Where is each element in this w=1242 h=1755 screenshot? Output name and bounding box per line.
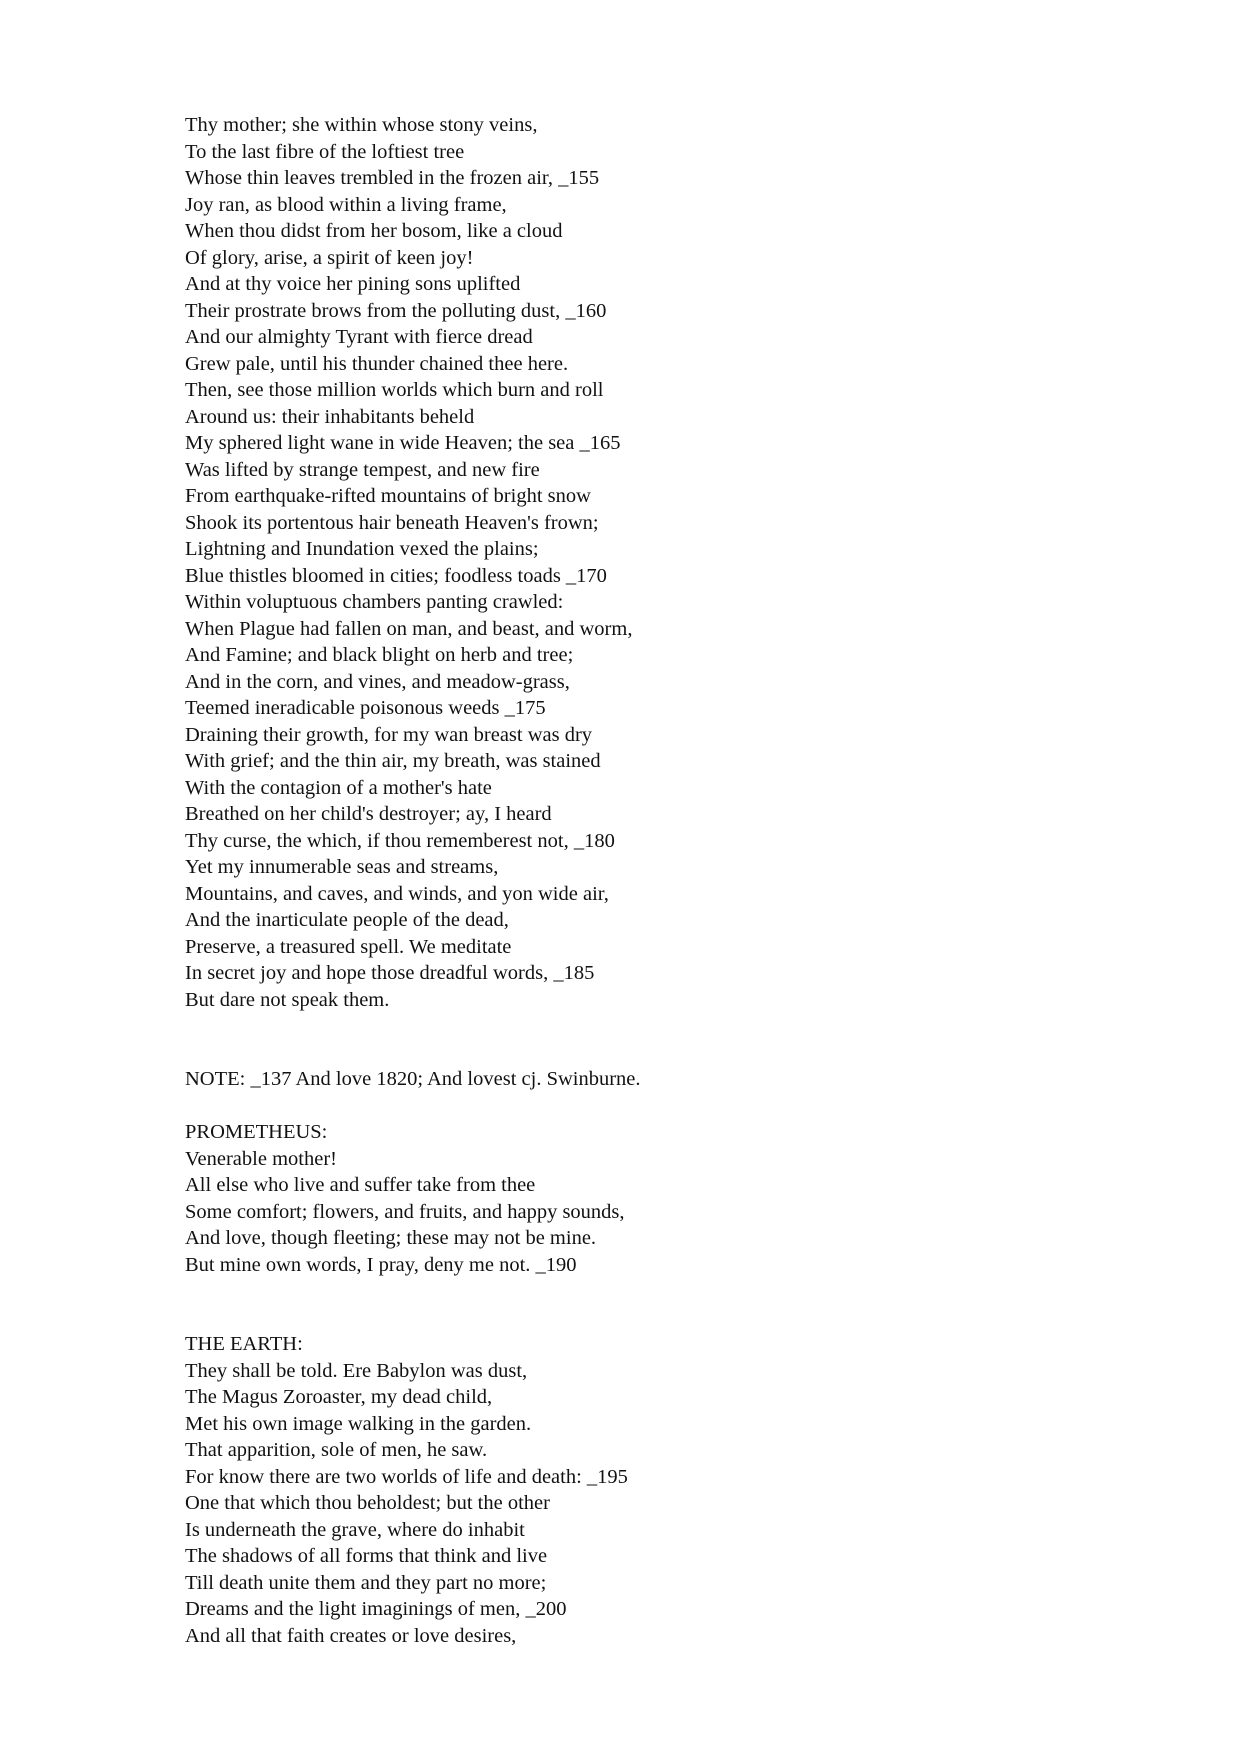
page-text bbox=[185, 112, 1185, 1649]
verse-line: Was lifted by strange tempest, and new fire bbox=[185, 458, 540, 481]
verse-line: And Famine; and black blight on herb and tree; bbox=[185, 644, 574, 666]
spacer bbox=[185, 1278, 1185, 1331]
verse-line: Mountains, and caves, and winds, and yon wide air, bbox=[185, 882, 609, 905]
verse-line: Yet my innumerable seas and streams, bbox=[185, 856, 499, 878]
verse-line: Within voluptuous chambers panting crawled: bbox=[185, 591, 564, 613]
verse-line: Preserve, a treasured spell. We meditate bbox=[185, 935, 512, 958]
speaker-heading: PROMETHEUS: bbox=[185, 1121, 328, 1143]
verse-line: Teemed ineradicable poisonous weeds _175 bbox=[185, 697, 546, 719]
verse-line: And at thy voice her pining sons uplifted bbox=[185, 273, 521, 295]
verse-line: From earthquake-rifted mountains of bright snow bbox=[185, 485, 591, 507]
verse-line: When Plague had fallen on man, and beast, and worm, bbox=[185, 617, 633, 640]
verse-line: Draining their growth, for my wan breast was dry bbox=[185, 723, 593, 746]
verse-line: Thy curse, the which, if thou rememberest not, _180 bbox=[185, 829, 615, 852]
spacer bbox=[185, 1093, 1185, 1120]
verse-line: They shall be told. Ere Babylon was dust, bbox=[185, 1359, 528, 1382]
verse-line: Their prostrate brows from the polluting dust, _160 bbox=[185, 299, 607, 322]
earth-speech bbox=[185, 1331, 1185, 1649]
verse-line: Joy ran, as blood within a living frame, bbox=[185, 193, 507, 216]
verse-line: With grief; and the thin air, my breath, was stained bbox=[185, 750, 601, 772]
verse-line: To the last fibre of the loftiest tree bbox=[185, 140, 465, 163]
verse-line: And the inarticulate people of the dead, bbox=[185, 909, 509, 931]
verse-line: Till death unite them and they part no more; bbox=[185, 1571, 547, 1594]
verse-line: Thy mother; she within whose stony veins, bbox=[185, 114, 538, 136]
verse-line: But dare not speak them. bbox=[185, 988, 390, 1011]
verse-line: Grew pale, until his thunder chained thee here. bbox=[185, 352, 569, 375]
verse-line: For know there are two worlds of life and death: _195 bbox=[185, 1465, 628, 1488]
verse-line: The shadows of all forms that think and live bbox=[185, 1545, 548, 1567]
verse-line: Some comfort; flowers, and fruits, and happy sounds, bbox=[185, 1200, 625, 1223]
spacer bbox=[185, 1013, 1185, 1066]
verse-line: And in the corn, and vines, and meadow-grass, bbox=[185, 670, 570, 693]
editorial-note: NOTE: _137 And love 1820; And lovest cj. Swinburne. bbox=[185, 1068, 641, 1090]
verse-line: One that which thou beholdest; but the other bbox=[185, 1492, 550, 1514]
verse-line: Is underneath the grave, where do inhabit bbox=[185, 1518, 525, 1541]
verse-line: With the contagion of a mother's hate bbox=[185, 776, 492, 799]
verse-line: When thou didst from her bosom, like a cloud bbox=[185, 220, 563, 242]
verse-line: Dreams and the light imaginings of men, _200 bbox=[185, 1598, 567, 1620]
verse-line: Met his own image walking in the garden. bbox=[185, 1412, 532, 1435]
verse-line: Blue thistles bloomed in cities; foodless toads _170 bbox=[185, 564, 607, 587]
verse-line: Lightning and Inundation vexed the plains; bbox=[185, 538, 539, 560]
verse-line: The Magus Zoroaster, my dead child, bbox=[185, 1386, 493, 1408]
verse-line: Around us: their inhabitants beheld bbox=[185, 405, 475, 428]
verse-line: Breathed on her child's destroyer; ay, I heard bbox=[185, 803, 552, 825]
verse-line: Shook its portentous hair beneath Heaven's frown; bbox=[185, 511, 599, 534]
prometheus-speech bbox=[185, 1119, 1185, 1278]
verse-line: Of glory, arise, a spirit of keen joy! bbox=[185, 246, 474, 269]
verse-passage-earth-speech bbox=[185, 112, 1185, 1013]
verse-line: That apparition, sole of men, he saw. bbox=[185, 1439, 488, 1461]
verse-line: And love, though fleeting; these may not be mine. bbox=[185, 1227, 597, 1249]
verse-line: And all that faith creates or love desires, bbox=[185, 1624, 517, 1647]
verse-line: Then, see those million worlds which burn and roll bbox=[185, 379, 604, 401]
speaker-heading: THE EARTH: bbox=[185, 1333, 303, 1355]
verse-line: But mine own words, I pray, deny me not. _190 bbox=[185, 1253, 577, 1276]
verse-line: In secret joy and hope those dreadful words, _185 bbox=[185, 962, 595, 984]
verse-line: Whose thin leaves trembled in the frozen air, _155 bbox=[185, 167, 600, 189]
verse-line: All else who live and suffer take from thee bbox=[185, 1174, 536, 1196]
verse-line: Venerable mother! bbox=[185, 1147, 337, 1170]
verse-line: And our almighty Tyrant with fierce dread bbox=[185, 326, 533, 348]
verse-line: My sphered light wane in wide Heaven; the sea _165 bbox=[185, 432, 621, 454]
